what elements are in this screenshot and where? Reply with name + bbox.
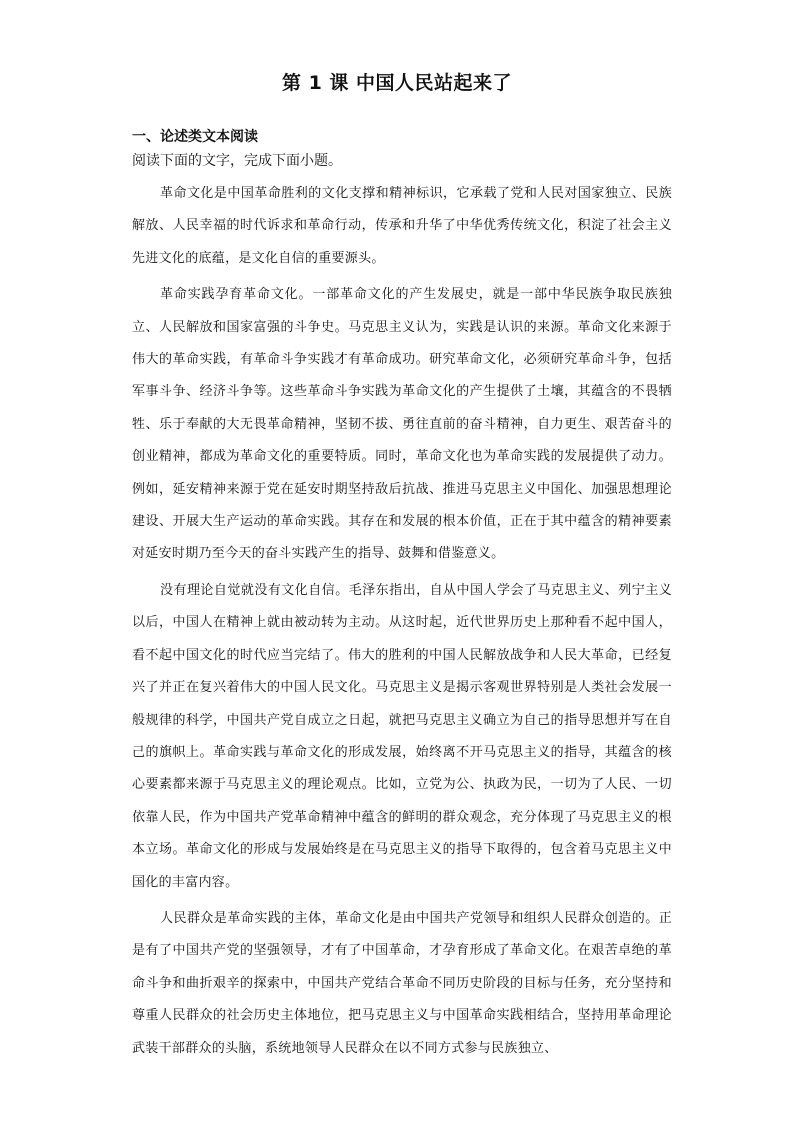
- passage-body: [132, 178, 672, 1065]
- passage-paragraph: 革命实践孕育革命文化。一部革命文化的产生发展史，就是一部中华民族争取民族独立、人民解放和国家富强的斗争史。马克思主义认为，实践是认识的来源。革命文化来源于伟大的革命实践，有革命斗争实践才有革命成功。研究革命文化，必须研究革命斗争，包括军事斗争、经济斗争等。这些革命斗争实践为革命文化的产生提供了土壤，其蕴含的不畏牺牲、乐于奉献的大无畏革命精神，坚韧不拔、勇往直前的奋斗精神，自力更生、艰苦奋斗的创业精神，都成为革命文化的重要特质。同时，革命文化也为革命实践的发展提供了动力。例如，延安精神来源于党在延安时期坚持敌后抗战、推进马克思主义中国化、加强思想理论建设、开展大生产运动的革命实践。其存在和发展的根本价值，正在于其中蕴含的精神要素对延安时期乃至今天的奋斗实践产生的指导、鼓舞和借鉴意义。: [132, 287, 672, 562]
- reading-instruction: 阅读下面的文字，完成下面小题。: [132, 153, 342, 169]
- page-title: 第 1 课 中国人民站起来了: [281, 72, 513, 94]
- passage-paragraph: 革命文化是中国革命胜利的文化支撑和精神标识，它承载了党和人民对国家独立、民族解放、人民幸福的时代诉求和革命行动，传承和升华了中华优秀传统文化，积淀了社会主义先进文化的底蕴，是文化自信的重要源头。: [132, 186, 672, 266]
- passage-paragraph: 没有理论自觉就没有文化自信。毛泽东指出，自从中国人学会了马克思主义、列宁主义以后，中国人在精神上就由被动转为主动。从这时起，近代世界历史上那种看不起中国人，看不起中国文化的时代应当完结了。伟大的胜利的中国人民解放战争和人民大革命，已经复兴了并正在复兴着伟大的中国人民文化。马克思主义是揭示客观世界特别是人类社会发展一般规律的科学，中国共产党自成立之日起，就把马克思主义确立为自己的指导思想并写在自己的旗帜上。革命实践与革命文化的形成发展，始终离不开马克思主义的指导，其蕴含的核心要素都来源于马克思主义的理论观点。比如，立党为公、执政为民，一切为了人民、一切依靠人民，作为中国共产党革命精神中蕴含的鲜明的群众观念，充分体现了马克思主义的根本立场。革命文化的形成与发展始终是在马克思主义的指导下取得的，包含着马克思主义中国化的丰富内容。: [132, 582, 672, 890]
- passage-paragraph: 人民群众是革命实践的主体，革命文化是由中国共产党领导和组织人民群众创造的。正是有了中国共产党的坚强领导，才有了中国革命，才孕育形成了革命文化。在艰苦卓绝的革命斗争和曲折艰辛的探索中，中国共产党结合革命不同历史阶段的目标与任务，充分坚持和尊重人民群众的社会历史主体地位，把马克思主义与中国革命实践相结合，坚持用革命理论武装干部群众的头脑，系统地领导人民群众在以不同方式参与民族独立、: [132, 910, 672, 1056]
- section-heading: 一、论述类文本阅读: [132, 129, 258, 145]
